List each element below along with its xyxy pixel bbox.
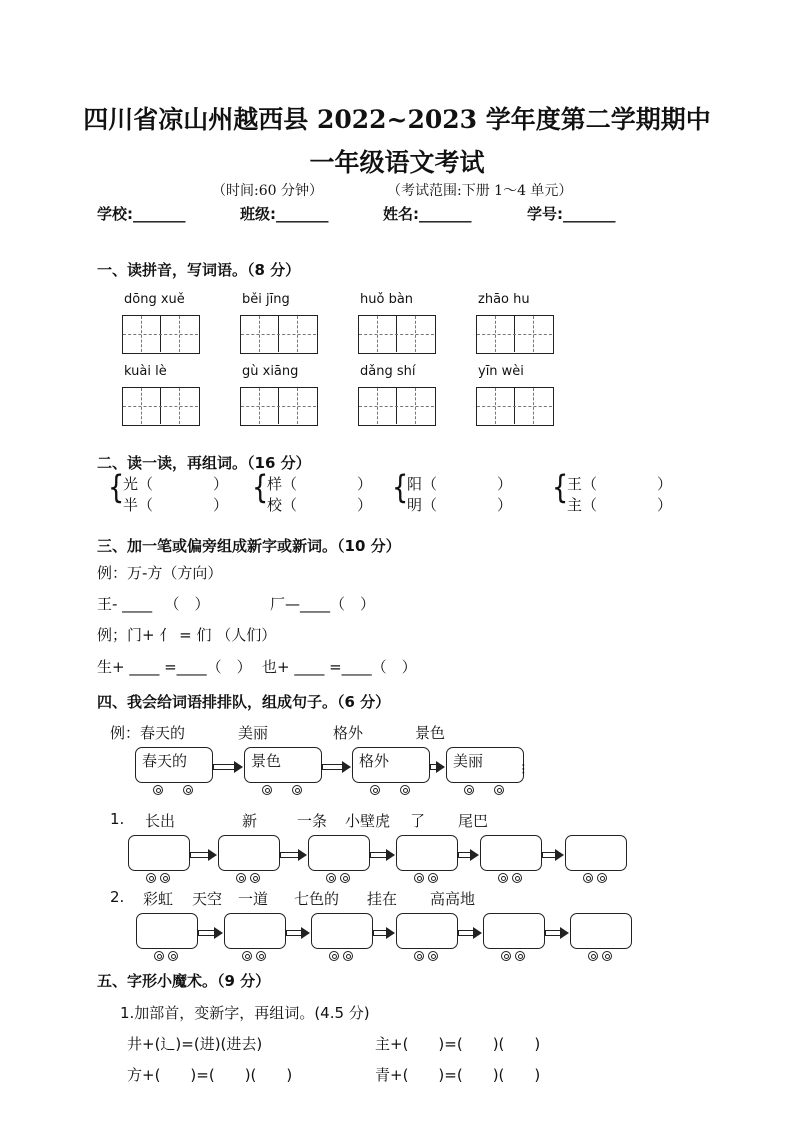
wheel-icon: [262, 785, 272, 795]
student-number-field[interactable]: 学号:_______: [527, 205, 616, 223]
wheel-icon: [250, 873, 260, 883]
wheel-icon: [428, 873, 438, 883]
q1-car[interactable]: [565, 835, 627, 871]
brace-icon: {: [552, 468, 569, 506]
s3-example1: 例：万-方（方向）: [97, 564, 223, 582]
arrow-icon: [213, 762, 244, 772]
car-word: 格外: [359, 752, 390, 770]
pinyin-label: běi jīng: [242, 292, 290, 307]
train-end-mark: ⁝: [521, 760, 526, 778]
arrow-icon: [286, 928, 311, 938]
arrow-shaft: [542, 852, 556, 858]
arrow-head: [208, 849, 217, 861]
example-car: [244, 747, 322, 783]
wheel-icon: [292, 785, 302, 795]
q2-word: 七色的: [294, 890, 340, 908]
wheel-icon: [183, 785, 193, 795]
writing-grid[interactable]: [476, 387, 554, 426]
s5-row2a[interactable]: 方+( )=( )( ): [127, 1066, 293, 1084]
arrow-icon: [198, 928, 224, 938]
s3-line2b[interactable]: 也+ ____ =____（ ）: [262, 658, 417, 676]
word-pair-top[interactable]: 光（ ）: [123, 475, 229, 493]
pinyin-label: yīn wèi: [478, 364, 524, 379]
writing-grid[interactable]: [122, 315, 200, 354]
wheel-icon: [428, 951, 438, 961]
pinyin-label: dǎng shí: [360, 364, 416, 379]
wheel-icon: [329, 951, 339, 961]
wheel-icon: [400, 785, 410, 795]
word-pair-bottom[interactable]: 主（ ）: [567, 496, 673, 514]
q1-car[interactable]: [308, 835, 370, 871]
wheel-icon: [154, 951, 164, 961]
car-word: 景色: [251, 752, 282, 770]
arrow-shaft: [280, 852, 299, 858]
s3-example2: 例；门+ 亻 = 们 （人们）: [97, 626, 277, 644]
wheel-icon: [501, 951, 511, 961]
example-car: [352, 747, 430, 783]
wheel-icon: [583, 873, 593, 883]
wheel-icon: [153, 785, 163, 795]
grid-dashed-line: [241, 406, 316, 407]
section1-heading: 一、读拼音，写词语。（8 分）: [97, 261, 301, 279]
q2-car[interactable]: [570, 913, 632, 949]
name-field[interactable]: 姓名:_______: [383, 205, 472, 223]
class-field[interactable]: 班级:_______: [240, 205, 329, 223]
arrow-head: [342, 761, 351, 773]
wheel-icon: [236, 873, 246, 883]
wheel-icon: [326, 873, 336, 883]
arrow-head: [234, 761, 243, 773]
q2-word: 彩虹: [143, 890, 174, 908]
arrow-icon: [280, 850, 308, 860]
pinyin-label: dōng xuě: [124, 292, 185, 307]
q2-car[interactable]: [396, 913, 458, 949]
example-car: [135, 747, 213, 783]
grid-dashed-line: [123, 406, 198, 407]
word-pair-top[interactable]: 样（ ）: [267, 475, 373, 493]
pinyin-label: gù xiāng: [242, 364, 299, 379]
arrow-shaft: [213, 764, 235, 770]
brace-icon: {: [108, 468, 125, 506]
wheel-icon: [146, 873, 156, 883]
pinyin-label: kuài lè: [124, 364, 167, 379]
word-pair-top[interactable]: 王（ ）: [567, 475, 673, 493]
q1-car[interactable]: [396, 835, 458, 871]
wheel-icon: [414, 873, 424, 883]
arrow-icon: [458, 850, 480, 860]
wheel-icon: [256, 951, 266, 961]
exam-scope: （考试范围:下册 1～4 单元）: [387, 183, 573, 199]
s5-sub1: 1.加部首，变新字，再组词。(4.5 分): [120, 1004, 370, 1022]
q2-car[interactable]: [136, 913, 198, 949]
arrow-icon: [430, 762, 446, 772]
writing-grid[interactable]: [358, 315, 436, 354]
arrow-icon: [545, 928, 570, 938]
grid-dashed-line: [477, 334, 552, 335]
wheel-icon: [512, 873, 522, 883]
example-word: 例：春天的: [110, 724, 186, 742]
q2-number: 2.: [110, 888, 125, 906]
word-pair-top[interactable]: 阳（ ）: [407, 475, 513, 493]
wheel-icon: [588, 951, 598, 961]
q1-car[interactable]: [480, 835, 542, 871]
q2-word: 高高地: [430, 890, 476, 908]
car-word: 春天的: [142, 752, 188, 770]
wheel-icon: [242, 951, 252, 961]
arrow-shaft: [458, 930, 474, 936]
writing-grid[interactable]: [240, 315, 318, 354]
section3-heading: 三、加一笔或偏旁组成新字或新词。（10 分）: [97, 537, 401, 555]
q2-car[interactable]: [483, 913, 545, 949]
example-word: 景色: [415, 724, 446, 742]
word-pair-bottom[interactable]: 校（ ）: [267, 496, 373, 514]
wheel-icon: [414, 951, 424, 961]
wheel-icon: [515, 951, 525, 961]
exam-title-line1: 四川省凉山州越西县 2022~2023 学年度第二学期期中: [83, 105, 711, 134]
car-word: 美丽: [453, 752, 484, 770]
wheel-icon: [464, 785, 474, 795]
writing-grid[interactable]: [476, 315, 554, 354]
arrow-shaft: [198, 930, 215, 936]
grid-dashed-line: [123, 334, 198, 335]
arrow-icon: [190, 850, 218, 860]
arrow-head: [470, 849, 479, 861]
writing-grid[interactable]: [358, 387, 436, 426]
q2-word: 一道: [238, 890, 269, 908]
q1-word: 长出: [145, 812, 176, 830]
s3-line2a[interactable]: 生+ ____ =____（ ）: [97, 658, 252, 676]
word-pair-bottom[interactable]: 明（ ）: [407, 496, 513, 514]
arrow-head: [436, 761, 445, 773]
q1-number: 1.: [110, 810, 125, 828]
arrow-head: [473, 927, 482, 939]
section4-heading: 四、我会给词语排排队，组成句子。（6 分）: [97, 693, 391, 711]
example-car: [446, 747, 524, 783]
s5-row1a: 井+(辶)=(进)(进去): [127, 1035, 263, 1053]
wheel-icon: [370, 785, 380, 795]
s5-row2b[interactable]: 青+( )=( )( ): [375, 1066, 541, 1084]
section5-heading: 五、字形小魔术。（9 分）: [97, 972, 271, 990]
arrow-head: [555, 849, 564, 861]
exam-time: （时间:60 分钟）: [212, 183, 323, 199]
q2-word: 天空: [192, 890, 223, 908]
arrow-shaft: [322, 764, 343, 770]
arrow-icon: [322, 762, 352, 772]
pinyin-label: huǒ bàn: [360, 292, 414, 307]
brace-icon: {: [252, 468, 269, 506]
school-field[interactable]: 学校:_______: [97, 205, 186, 223]
arrow-head: [386, 849, 395, 861]
arrow-head: [386, 927, 395, 939]
wheel-icon: [160, 873, 170, 883]
q1-word: 小壁虎: [345, 812, 391, 830]
q1-car[interactable]: [128, 835, 190, 871]
arrow-head: [214, 927, 223, 939]
q2-car[interactable]: [224, 913, 286, 949]
example-word: 美丽: [238, 724, 269, 742]
word-pair-bottom[interactable]: 半（ ）: [123, 496, 229, 514]
arrow-shaft: [373, 930, 387, 936]
wheel-icon: [597, 873, 607, 883]
arrow-head: [301, 927, 310, 939]
writing-grid[interactable]: [240, 387, 318, 426]
wheel-icon: [498, 873, 508, 883]
brace-icon: {: [392, 468, 409, 506]
writing-grid[interactable]: [122, 387, 200, 426]
s5-row1b[interactable]: 主+( )=( )( ): [375, 1035, 541, 1053]
arrow-icon: [373, 928, 396, 938]
s3-line1a[interactable]: 王- ____ （ ）: [97, 595, 210, 613]
q1-car[interactable]: [218, 835, 280, 871]
arrow-icon: [370, 850, 396, 860]
arrow-shaft: [545, 930, 561, 936]
wheel-icon: [494, 785, 504, 795]
q1-word: 新: [242, 812, 258, 830]
exam-title-line2: 一年级语文考试: [309, 148, 485, 177]
q2-car[interactable]: [311, 913, 373, 949]
wheel-icon: [602, 951, 612, 961]
section2-heading: 二、读一读，再组词。（16 分）: [97, 454, 311, 472]
arrow-head: [560, 927, 569, 939]
arrow-shaft: [190, 852, 209, 858]
grid-dashed-line: [359, 406, 434, 407]
s3-line1b[interactable]: 厂—____（ ）: [270, 595, 376, 613]
wheel-icon: [343, 951, 353, 961]
example-word: 格外: [333, 724, 364, 742]
q1-word: 尾巴: [458, 812, 489, 830]
grid-dashed-line: [477, 406, 552, 407]
pinyin-label: zhāo hu: [478, 292, 530, 307]
grid-dashed-line: [241, 334, 316, 335]
q1-word: 一条: [297, 812, 328, 830]
arrow-head: [298, 849, 307, 861]
q2-word: 挂在: [367, 890, 398, 908]
arrow-shaft: [286, 930, 302, 936]
q1-word: 了: [410, 812, 426, 830]
arrow-icon: [542, 850, 565, 860]
wheel-icon: [168, 951, 178, 961]
grid-dashed-line: [359, 334, 434, 335]
wheel-icon: [340, 873, 350, 883]
arrow-shaft: [370, 852, 387, 858]
arrow-icon: [458, 928, 483, 938]
